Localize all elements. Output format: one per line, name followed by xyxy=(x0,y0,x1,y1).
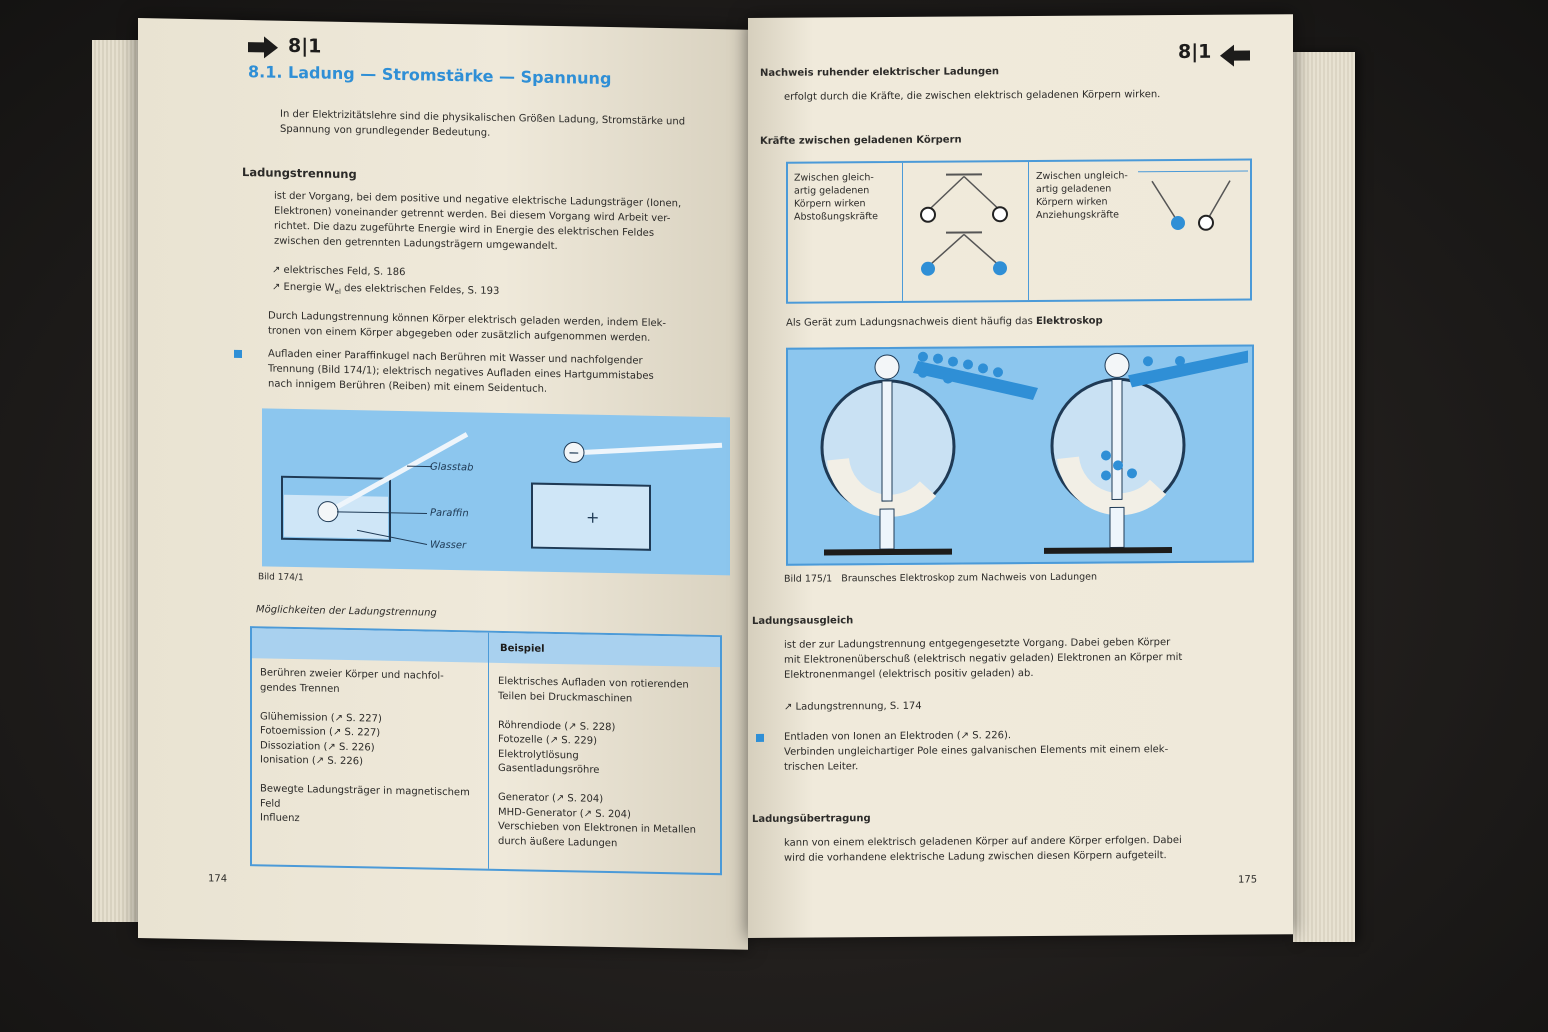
arrow-right-icon xyxy=(248,36,278,59)
figure-175-1 xyxy=(786,344,1254,565)
uebertragung-text: kann von einem elektrisch geladenen Körper auf andere Körper erfolgen. Dabei wird die vorhandene elektrische Ladung zwischen diesen Körpern aufgeteilt. xyxy=(784,834,1182,864)
figure-174-caption: Bild 174/1 xyxy=(258,572,304,584)
heading-uebertragung: Ladungsübertragung xyxy=(752,813,871,825)
label-wasser: Wasser xyxy=(430,539,467,552)
left-page-edges xyxy=(92,40,142,922)
figure-174-1 xyxy=(262,408,730,575)
label-paraffin: Paraffin xyxy=(430,507,469,520)
ausgleich-text: ist der zur Ladungstrennung entgegengesetzte Vorgang. Dabei geben Körper mit Elektronenüberschuß (elektrisch negativ geladen) Elektronen an Körper mit Elektronenmangel (elektrisch positiv geladen) ab. xyxy=(784,637,1183,681)
heading-nachweis: Nachweis ruhender elektrischer Ladungen xyxy=(760,66,1000,79)
heading-ausgleich: Ladungsausgleich xyxy=(752,615,854,627)
page-number-right: 175 xyxy=(1238,874,1258,886)
table-right-column: Elektrisches Aufladen von rotierenden Teilen bei Druckmaschinen Röhrendiode (↗ S. 228) Fotozelle (↗ S. 229) Elektrolytlösung Gasentladungsröhre Generator (↗ S. 204) MHD-Generator (↗ S. 204) Verschieben von Elektronen in Metallen durch äußere Ladungen xyxy=(498,675,697,849)
arrow-left-icon xyxy=(1220,44,1250,66)
label-glasstab: Glasstab xyxy=(430,461,474,474)
attraction-icon xyxy=(1138,170,1250,251)
chapter-number-right: 8|1 xyxy=(1178,40,1212,63)
table-header-beispiel: Beispiel xyxy=(500,642,545,655)
table-divider xyxy=(488,633,489,869)
reference-1[interactable]: ↗ elektrisches Feld, S. 186 xyxy=(272,264,406,279)
repulsion-icon xyxy=(904,162,1028,301)
right-page xyxy=(748,14,1293,938)
chapter-number: 8|1 xyxy=(288,34,322,58)
ladungstrennung-table xyxy=(250,626,722,875)
example-text: Aufladen einer Paraffinkugel nach Berühren mit Wasser und nachfolgender Trennung (Bild 174/1); elektrisch negatives Aufladen eines Hartgummistabes nach innigem Berühren (Reiben) mit einem Seidentuch. xyxy=(268,348,654,395)
example-bullet xyxy=(234,350,242,358)
reference-3[interactable]: ↗ Ladungstrennung, S. 174 xyxy=(784,700,922,713)
heading-kraefte: Kräfte zwischen geladenen Körpern xyxy=(760,134,962,147)
heading-ladungstrennung: Ladungstrennung xyxy=(242,164,357,182)
intro-text: In der Elektrizitätslehre sind die physikalischen Größen Ladung, Stromstärke und Spannung von grundlegender Bedeutung. xyxy=(280,108,686,139)
table-left-column: Berühren zweier Körper und nachfol- gendes Trennen Glühemission (↗ S. 227) Fotoemission (↗ S. 227) Dissoziation (↗ S. 226) Ionisation (↗ S. 226) Bewegte Ladungsträger in magnetischem Feld Influenz xyxy=(260,667,470,825)
elektroskop-line: Als Gerät zum Ladungsnachweis dient häufig das Elektroskop xyxy=(786,315,1103,329)
label-minus: − xyxy=(568,445,580,462)
example-bullet-2 xyxy=(756,734,764,742)
right-page-edges xyxy=(1293,52,1355,942)
paragraph-2: Durch Ladungstrennung können Körper elektrisch geladen werden, indem Elek- tronen von einem Körper abgegeben oder zusätzlich aufgenommen werden. xyxy=(268,310,667,344)
electroscope-figure xyxy=(788,346,1252,563)
definition-text: ist der Vorgang, bei dem positive und negative elektrische Ladungsträger (Ionen, Elektronen) voneinander getrennt werden. Bei diesem Vorgang wird Arbeit ver- richtet. Die dazu zugeführte Energie wird in Energie des elektrischen Feldes zwischen den getrennten Ladungsträgern umgewandelt. xyxy=(274,190,682,253)
left-page xyxy=(138,18,748,950)
reference-2[interactable]: ↗ Energie $W_{el}$ des elektrischen Feldes, S. 193 xyxy=(272,281,500,297)
figure-175-caption: Bild 175/1 Braunsches Elektroskop zum Nachweis von Ladungen xyxy=(784,571,1098,585)
nachweis-text: erfolgt durch die Kräfte, die zwischen elektrisch geladenen Körpern wirken. xyxy=(784,89,1161,103)
page-number-left: 174 xyxy=(208,873,228,885)
section-title: 8.1. Ladung — Stromstärke — Spannung xyxy=(248,62,612,89)
example-text-2: Entladen von Ionen an Elektroden (↗ S. 226). Verbinden ungleichartiger Pole eines galvanischen Elements mit einem elek- trischen Leiter. xyxy=(784,730,1169,773)
box-gleichartig-text: Zwischen gleich- artig geladenen Körpern wirken Abstoßungskräfte xyxy=(794,172,878,223)
forces-diagram xyxy=(786,158,1252,303)
table-caption: Möglichkeiten der Ladungstrennung xyxy=(256,604,437,619)
table-header-row xyxy=(252,628,720,667)
label-plus: + xyxy=(586,507,600,527)
box-ungleichartig-text: Zwischen ungleich- artig geladenen Körpern wirken Anziehungskräfte xyxy=(1036,170,1128,221)
paraffin-figure xyxy=(262,408,730,575)
